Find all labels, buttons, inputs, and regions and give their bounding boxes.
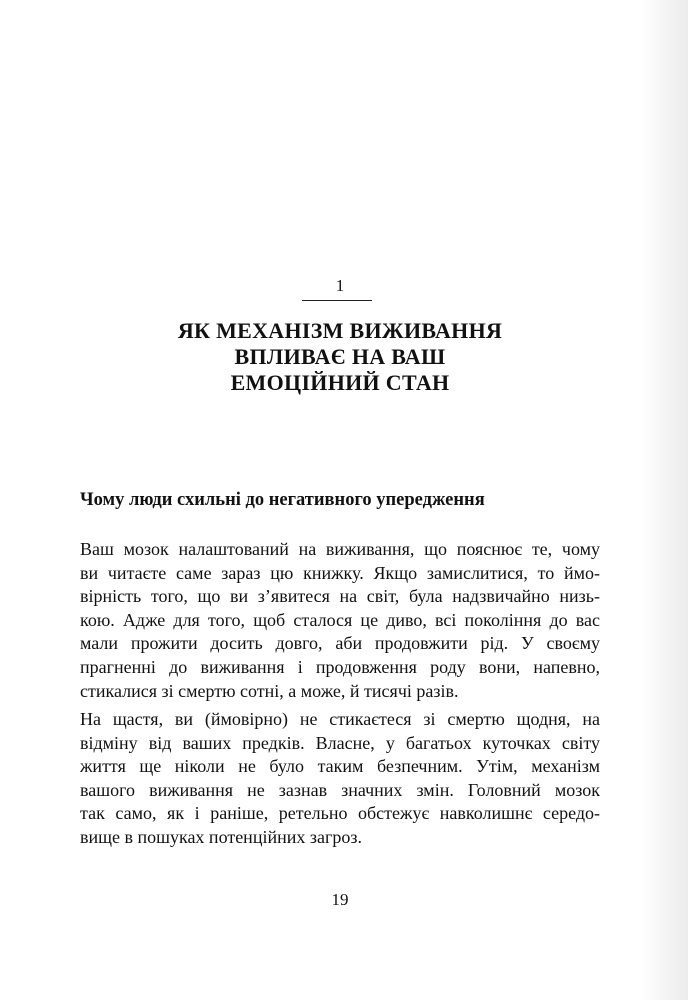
chapter-number: 1 [335, 276, 345, 295]
paragraph-line: життя ще ніколи не було таким безпечним. Утім, механізм [80, 756, 600, 777]
paragraph-line: ви читаєте саме зараз цю книжку. Якщо замислитися, то ймо- [80, 562, 600, 583]
paragraph-line: прагненні до виживання і продовження роду вони, напевно, [80, 656, 600, 677]
chapter-title [0, 318, 680, 396]
section-heading: Чому люди схильні до негативного упередження [80, 490, 485, 510]
paragraph-line: кою. Адже для того, щоб сталося це диво, всі покоління до вас [80, 609, 600, 630]
paragraph-line: На щастя, ви (ймовірно) не стикаєтеся зі смертю щодня, на [80, 709, 600, 729]
paragraph [80, 708, 600, 850]
paragraph-line: стикалися зі смертю сотні, а може, й тисячі разів. [80, 680, 459, 701]
paragraph-line: вірність того, що ви з’явитеся на світ, була надзвичайно низь- [80, 586, 600, 607]
paragraph-line: Ваш мозок налаштований на виживання, що пояснює те, чому [80, 539, 600, 559]
chapter-title-line: ЕМОЦІЙНИЙ СТАН [230, 370, 450, 395]
page-number: 19 [331, 890, 349, 909]
paragraph-line: вище в пошуках потенційних загроз. [80, 826, 362, 847]
paragraph-line: відміну від ваших предків. Власне, у багатьох куточках світу [80, 732, 600, 753]
paragraph-line: вашого виживання не зазнав значних змін. Головний мозок [80, 779, 600, 800]
chapter-divider [302, 300, 372, 301]
chapter-title-line: ЯК МЕХАНІЗМ ВИЖИВАННЯ [177, 318, 503, 343]
paragraph-line: так само, як і раніше, ретельно обстежує навколишнє середо- [80, 803, 600, 824]
paragraph-line: мали прожити досить довго, аби продовжити рід. У своєму [80, 633, 600, 654]
paragraph [80, 538, 600, 703]
chapter-title-line: ВПЛИВАЄ НА ВАШ [234, 344, 446, 369]
